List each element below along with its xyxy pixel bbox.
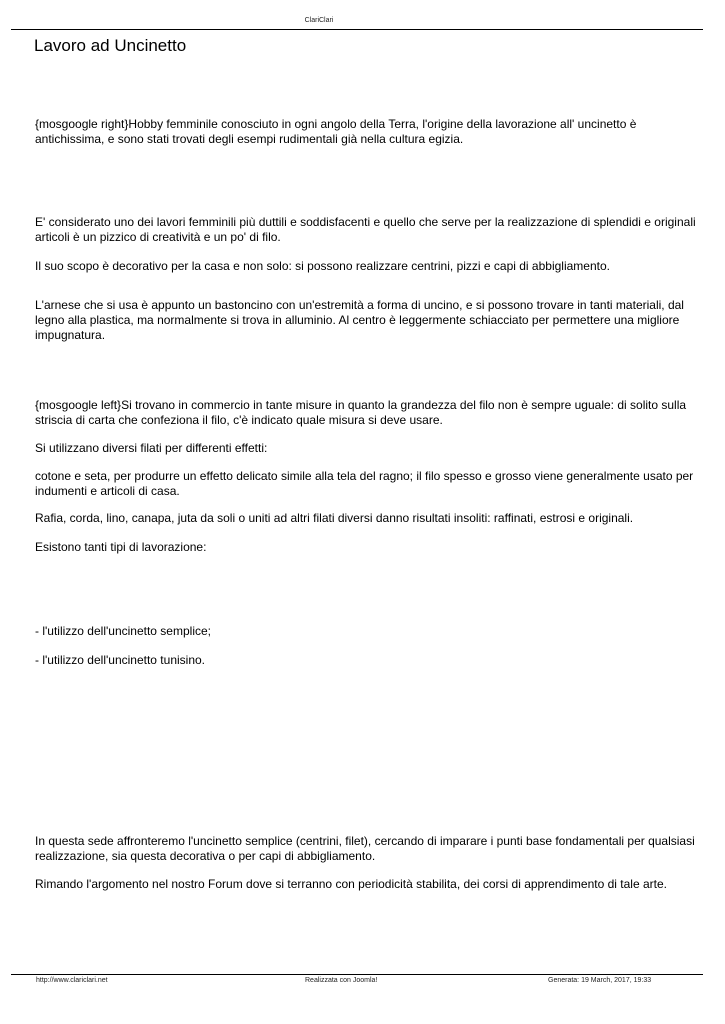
- paragraph-purpose: Il suo scopo è decorativo per la casa e non solo: si possono realizzare centrini, pizzi e capi di abbigliamento.: [35, 259, 610, 273]
- paragraph-yarns-intro: Si utilizzano diversi filati per differenti effetti:: [35, 441, 268, 455]
- paragraph-tool: L'arnese che si usa è appunto un bastoncino con un'estremità a forma di uncino, e si possono trovare in tanti materiali, dal legno alla plastica, ma normalmente si trova in alluminio. Al centro è leggermente schiacciato per permettere una migliore impugnatura.: [35, 298, 684, 342]
- header-divider: [11, 29, 703, 30]
- paragraph-forum: Rimando l'argomento nel nostro Forum dove si terranno con periodicità stabilita, dei corsi di apprendimento di tale arte.: [35, 877, 667, 891]
- paragraph-other-yarns: Rafia, corda, lino, canapa, juta da soli o uniti ad altri filati diversi danno risultati insoliti: raffinati, estrosi e originali.: [35, 511, 634, 525]
- site-header: ClariClari: [304, 17, 334, 24]
- paragraph-techniques-intro: Esistono tanti tipi di lavorazione:: [35, 540, 207, 554]
- paragraph-versatility: E' considerato uno dei lavori femminili più duttili e soddisfacenti e quello che serve per la realizzazione di splendidi e originali articoli è un pizzico di creatività e un po' di filo.: [35, 215, 696, 244]
- paragraph-this-section: In questa sede affronteremo l'uncinetto semplice (centrini, filet), cercando di imparare i punti base fondamentali per qualsiasi realizzazione, sia questa decorativa o per capi di abbigliamento.: [35, 834, 695, 863]
- footer-url-link[interactable]: http://www.clariclari.net: [36, 977, 108, 984]
- list-item-simple-crochet: - l'utilizzo dell'uncinetto semplice;: [35, 624, 211, 638]
- list-item-tunisian-crochet: - l'utilizzo dell'uncinetto tunisino.: [35, 653, 206, 667]
- article-title: Lavoro ad Uncinetto: [34, 36, 187, 55]
- paragraph-intro: {mosgoogle right}Hobby femminile conosciuto in ogni angolo della Terra, l'origine della lavorazione all' uncinetto è antichissima, e sono stati trovati degli esempi rudimentali già nella cultura egizia.: [35, 117, 637, 146]
- footer-divider: [11, 974, 703, 975]
- footer-generated-date: Generata: 19 March, 2017, 19:33: [548, 977, 652, 984]
- paragraph-cotton-silk: cotone e seta, per produrre un effetto delicato simile alla tela del ragno; il filo spesso e grosso viene generalmente usato per indumenti e articoli di casa.: [35, 469, 694, 498]
- paragraph-sizes: {mosgoogle left}Si trovano in commercio in tante misure in quanto la grandezza del filo non è sempre uguale: di solito sulla striscia di carta che confeziona il filo, c'è indicato quale misura si deve usare.: [35, 398, 687, 427]
- footer-powered-by: Realizzata con Joomla!: [305, 977, 378, 984]
